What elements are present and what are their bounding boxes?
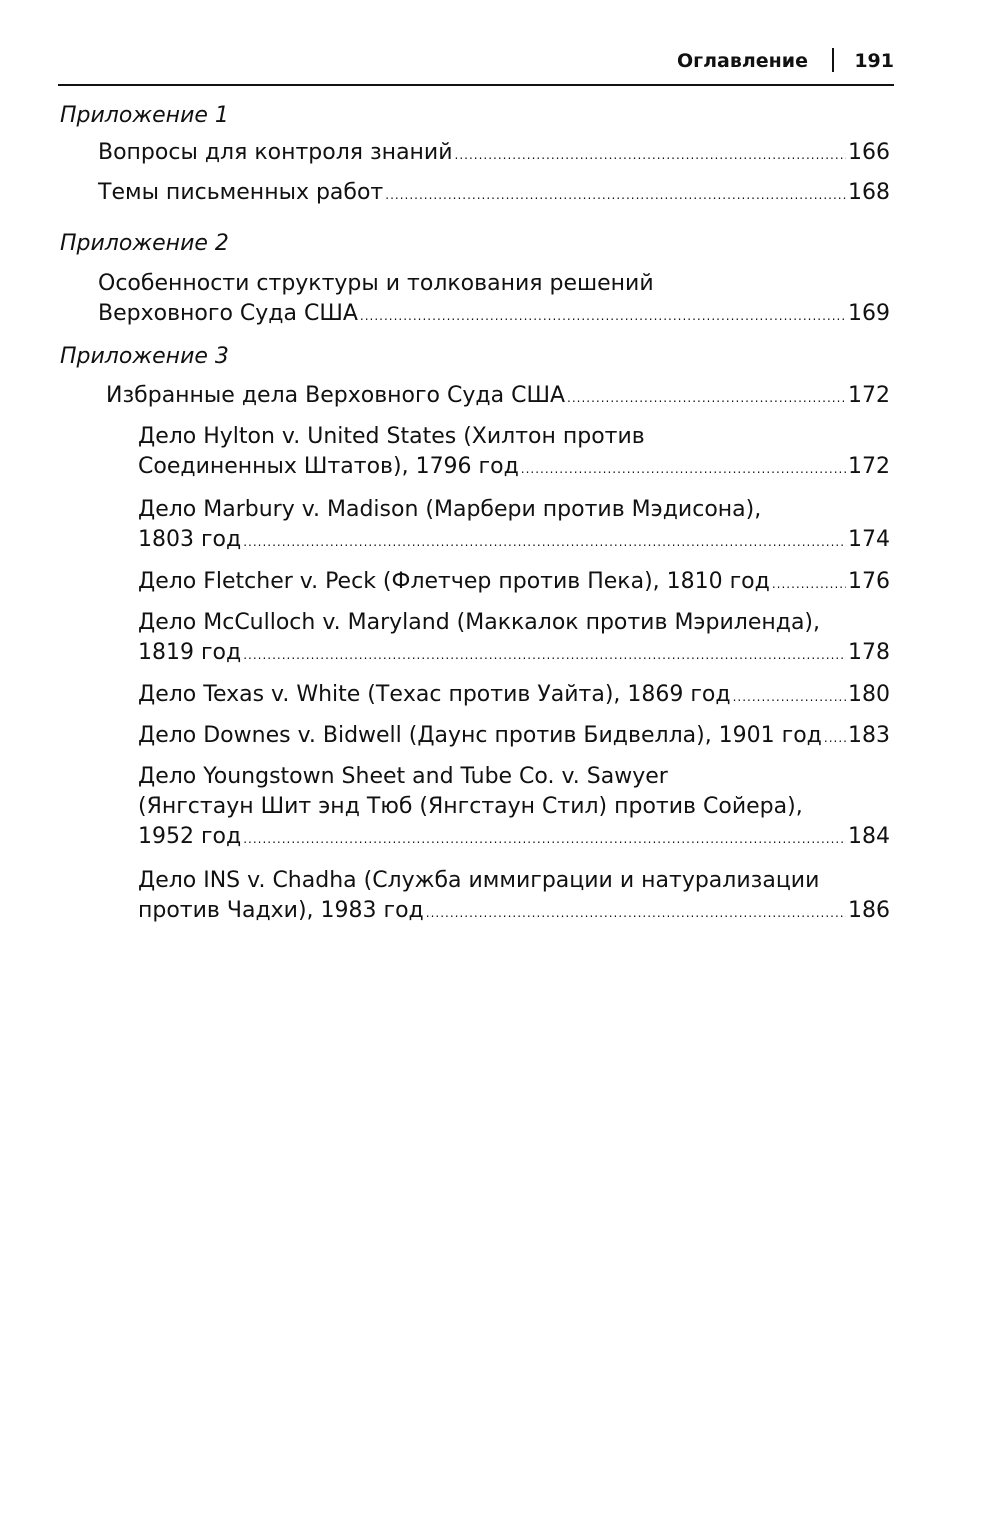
toc-entry-page: 166 [848, 140, 890, 165]
leader-dots [521, 454, 846, 484]
toc-entry[interactable] [138, 567, 890, 599]
leader-dots [385, 180, 846, 210]
leader-dots [824, 723, 846, 753]
running-head [58, 48, 894, 76]
toc-entry-text: 1803 год [138, 527, 242, 552]
toc-entry[interactable] [138, 422, 890, 484]
toc-entry-page: 169 [848, 301, 890, 326]
toc-entry-line: Особенности структуры и толкования решений [98, 271, 654, 296]
leader-dots [360, 301, 846, 331]
toc-entry-text: 1952 год [138, 824, 242, 849]
toc-entry-page: 180 [848, 682, 890, 707]
toc-entry-line: Дело Hylton v. United States (Хилтон против [138, 424, 645, 449]
header-rule [58, 84, 894, 86]
toc-entry-page: 183 [848, 723, 890, 748]
toc-entry-line: Дело INS v. Chadha (Служба иммиграции и натурализации [138, 868, 820, 893]
toc-entry-text: против Чадхи), 1983 год [138, 898, 424, 923]
running-head-separator [832, 48, 834, 72]
toc-entry-page: 174 [848, 527, 890, 552]
toc-entry-page: 172 [848, 383, 890, 408]
toc-entry-line: Дело McCulloch v. Maryland (Маккалок против Мэриленда), [138, 610, 821, 635]
toc-entry-page: 176 [848, 569, 890, 594]
leader-dots [426, 898, 846, 928]
leader-dots [243, 640, 846, 670]
toc-entry-line: (Янгстаун Шит энд Тюб (Янгстаун Стил) против Сойера), [138, 794, 803, 819]
leader-dots [733, 682, 846, 712]
toc-entry[interactable] [138, 495, 890, 557]
toc-entry-line: Дело Youngstown Sheet and Tube Co. v. Sawyer [138, 764, 668, 789]
toc-entry-page: 168 [848, 180, 890, 205]
toc-entry-line: Дело Marbury v. Madison (Марбери против Мэдисона), [138, 497, 762, 522]
leader-dots [567, 383, 846, 413]
toc-entry-page: 178 [848, 640, 890, 665]
toc-entry[interactable] [98, 269, 890, 331]
toc-entry-page: 186 [848, 898, 890, 923]
page-number: 191 [854, 50, 894, 72]
toc-entry-text: 1819 год [138, 640, 242, 665]
appendix-3-heading: Приложение 3 [60, 344, 229, 369]
toc-entry-text: Темы письменных работ [98, 180, 384, 205]
toc-entry-page: 184 [848, 824, 890, 849]
appendix-2-heading: Приложение 2 [60, 231, 229, 256]
toc-entry-text: Дело Downes v. Bidwell (Даунс против Бидвелла), 1901 год [138, 723, 822, 748]
toc-entry-page: 172 [848, 454, 890, 479]
toc-entry[interactable] [98, 138, 890, 170]
leader-dots [243, 824, 846, 854]
toc-entry[interactable] [138, 866, 890, 928]
appendix-1-heading: Приложение 1 [60, 103, 229, 128]
toc-entry[interactable] [138, 762, 890, 854]
toc-entry-text: Верховного Суда США [98, 301, 358, 326]
toc-entry-text: Избранные дела Верховного Суда США [106, 383, 566, 408]
toc-entry-text: Соединенных Штатов), 1796 год [138, 454, 519, 479]
toc-entry-text: Дело Texas v. White (Техас против Уайта), 1869 год [138, 682, 731, 707]
toc-entry-text: Дело Fletcher v. Peck (Флетчер против Пека), 1810 год [138, 569, 770, 594]
toc-entry[interactable] [106, 381, 890, 413]
toc-entry[interactable] [138, 680, 890, 712]
toc-entry-text: Вопросы для контроля знаний [98, 140, 453, 165]
running-head-title: Оглавление [677, 50, 808, 72]
toc-entry[interactable] [98, 178, 890, 210]
leader-dots [243, 527, 846, 557]
toc-entry[interactable] [138, 608, 890, 670]
leader-dots [772, 569, 846, 599]
toc-entry[interactable] [138, 721, 890, 753]
leader-dots [455, 140, 846, 170]
